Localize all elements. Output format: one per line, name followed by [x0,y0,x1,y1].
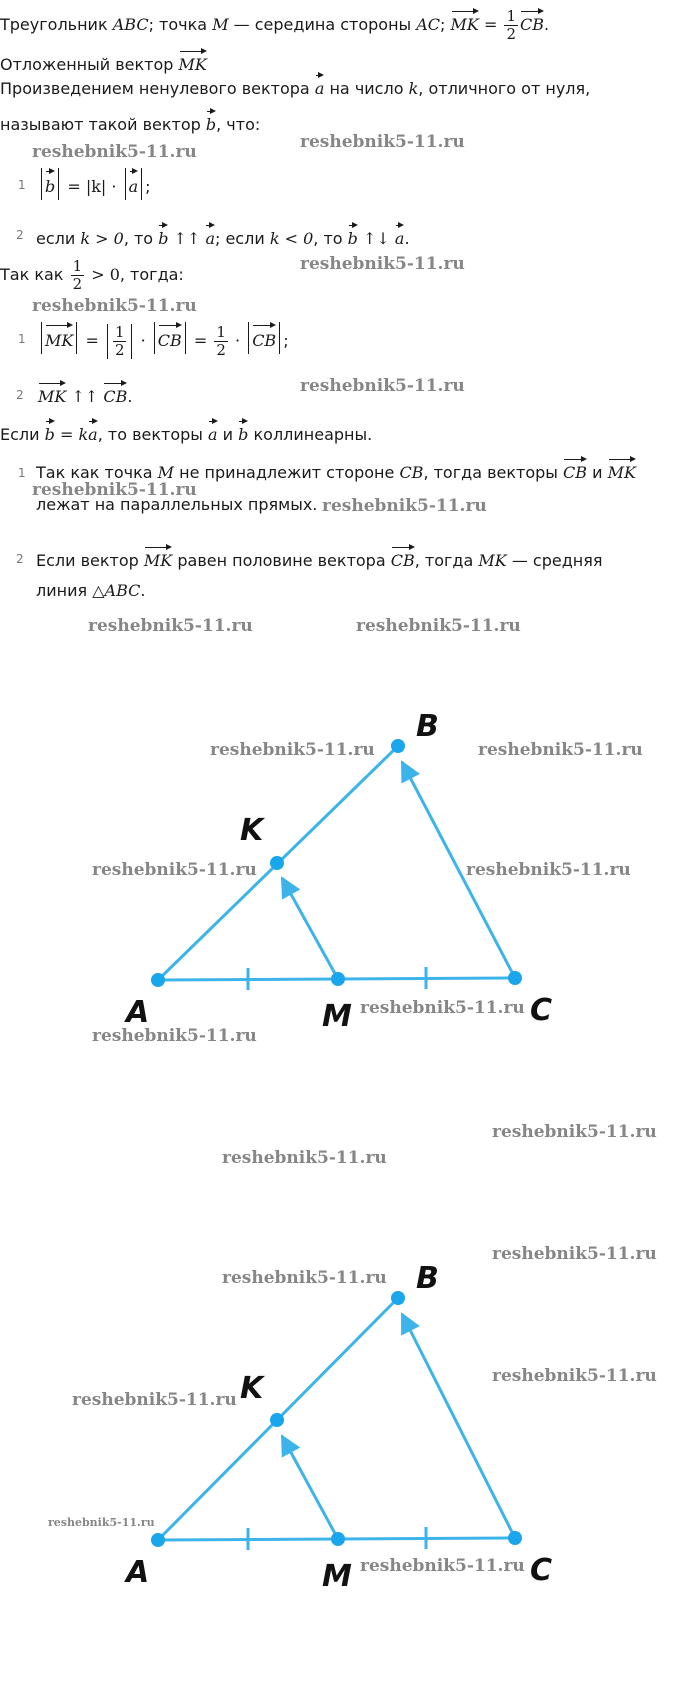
point-a [151,1533,165,1547]
label-a: A [126,995,150,1030]
text: , то векторы [97,425,203,444]
math: = [85,331,99,350]
text: на число [329,79,404,98]
math: ABC [112,15,149,34]
vector: MK [144,544,172,572]
point-m [331,972,345,986]
watermark: reshebnik5-11.ru [360,1556,525,1576]
text: , тогда векторы [423,463,558,482]
vector: a [205,222,215,250]
vector: b [238,418,248,446]
math: ↑↓ [363,229,390,248]
vector: CB [391,544,415,572]
text: линия [36,581,88,600]
coll-item-2 [36,544,602,572]
math: = [483,15,498,34]
text: Так как точка [36,463,153,482]
label-c: C [530,1553,553,1588]
watermark: reshebnik5-11.ru [466,860,631,880]
text: . [140,581,146,600]
text: Если [0,425,40,444]
text: равен половине вектора [177,551,386,570]
point-b [391,1291,405,1305]
math: AC [416,15,441,34]
label-b: B [416,1261,439,1296]
vector: MK [45,322,73,354]
numerator: 1 [72,257,83,275]
math: MK [478,551,507,570]
text: . [127,387,133,406]
list-index: 1 [18,178,26,192]
numerator: 1 [114,323,125,341]
label-m: M [322,1559,352,1594]
watermark: reshebnik5-11.ru [300,376,465,396]
text: ; точка [148,15,208,34]
watermark: reshebnik5-11.ru [72,1390,237,1410]
vector: CB [252,322,276,354]
text: Треугольник [0,15,108,34]
since-item-2 [38,380,132,408]
def-item-1 [38,168,151,200]
text: Произведением ненулевого вектора [0,79,310,98]
denominator: 2 [216,341,226,359]
text: — середина стороны [233,15,412,34]
vector: a [88,418,98,446]
fraction [214,324,228,359]
numerator: 1 [216,323,226,341]
watermark: reshebnik5-11.ru [210,740,375,760]
fraction [113,324,127,359]
vector: b [45,418,55,446]
abs-value [154,322,186,354]
text: и [222,425,234,444]
definition-line-2 [0,108,260,136]
list-index: 2 [16,228,24,242]
text: не принадлежит стороне [179,463,395,482]
text: . [544,15,550,34]
denominator: 2 [72,275,83,293]
vector-mk [282,1436,338,1539]
point-k [270,856,284,870]
text: ; [145,177,151,196]
watermark: reshebnik5-11.ru [356,616,521,636]
watermark: reshebnik5-11.ru [222,1268,387,1288]
math: k [408,79,419,98]
watermark: reshebnik5-11.ru [300,254,465,274]
definition-line-1 [0,72,590,100]
watermark: reshebnik5-11.ru [478,740,643,760]
math: △ABC [92,581,141,600]
math: ↑↑ [71,387,99,406]
vector: a [315,72,325,100]
text: Если вектор [36,551,139,570]
watermark: reshebnik5-11.ru [492,1366,657,1386]
abs-value [125,168,143,200]
laid-off-line [0,48,207,74]
fraction [504,8,518,43]
abs-value [41,168,59,200]
watermark: reshebnik5-11.ru [88,616,253,636]
watermark: reshebnik5-11.ru [492,1122,657,1142]
vector: b [45,168,55,200]
since-item-1 [38,322,289,359]
text: Отложенный вектор [0,55,174,74]
vector: b [206,108,216,136]
text: коллинеарны. [253,425,373,444]
vector: MK [608,456,636,484]
point-m [331,1532,345,1546]
text: если [36,229,76,248]
denominator: 2 [114,341,125,359]
text: , тогда: [119,265,184,284]
watermark: reshebnik5-11.ru [360,998,525,1018]
coll-item-2-cont [36,580,145,602]
vector: CB [103,380,127,408]
point-c [508,971,522,985]
text: Так как [0,265,64,284]
def-item-2 [36,222,410,250]
vector: b [348,222,358,250]
math: CB [399,463,424,482]
text: , отличного от нуля, [418,79,591,98]
text: , то [123,229,154,248]
vector: b [158,222,168,250]
vector: MK [38,380,66,408]
triangle-figure-2 [0,1240,680,1600]
vector: CB [563,456,587,484]
watermark: reshebnik5-11.ru [322,496,487,516]
watermark: reshebnik5-11.ru [300,132,465,152]
abs-value [107,324,133,359]
text: и [592,463,603,482]
watermark: reshebnik5-11.ru [92,860,257,880]
text: , тогда [414,551,474,570]
watermark: reshebnik5-11.ru [48,1516,155,1529]
text: ; если [214,229,265,248]
watermark: reshebnik5-11.ru [92,1026,257,1046]
point-c [508,1531,522,1545]
vector: a [129,168,139,200]
watermark: reshebnik5-11.ru [32,296,197,316]
math: = [193,331,208,350]
fraction [71,258,85,293]
watermark: reshebnik5-11.ru [222,1148,387,1168]
vector: CB [158,322,182,354]
vector: a [208,418,218,446]
watermark: reshebnik5-11.ru [32,142,197,162]
numerator: 1 [506,7,517,25]
math: k < 0 [269,229,314,248]
math: k > 0 [80,229,124,248]
vector-mk [282,878,338,979]
label-k: K [240,1371,264,1406]
vector: MK [179,48,207,76]
denominator: 2 [506,25,517,43]
point-b [391,739,405,753]
text: ; [440,15,446,34]
vector: CB [520,8,544,36]
watermark: reshebnik5-11.ru [32,480,197,500]
label-a: A [126,1555,150,1590]
list-index: 1 [18,332,26,346]
math: M [212,15,229,34]
list-index: 2 [16,388,24,402]
math: ↑↑ [173,229,201,248]
math: · [235,331,241,350]
list-index: 2 [16,552,24,566]
text: , то [313,229,343,248]
point-a [151,973,165,987]
point-k [270,1413,284,1427]
label-k: K [240,813,264,848]
text: , что: [216,115,261,134]
abs-value [248,322,280,354]
text: . [404,229,410,248]
vector: a [395,222,405,250]
vector: MK [451,8,479,36]
collinear-line [0,418,372,446]
text: лежат на параллельных прямых. [36,495,318,514]
watermark: reshebnik5-11.ru [492,1244,657,1264]
abs-value [41,322,77,354]
label-b: B [416,709,439,744]
label-m: M [322,999,352,1034]
header-line [0,8,549,43]
math: = |k| · [67,177,117,196]
text: — средняя [511,551,603,570]
math: = k [59,425,89,444]
math: > 0 [91,265,120,284]
math: · [140,331,146,350]
list-index: 1 [18,466,26,480]
label-c: C [530,993,553,1028]
vector-cb [402,1314,515,1538]
text: называют такой вектор [0,115,201,134]
text: ; [283,331,289,350]
since-line [0,258,184,293]
math: M [157,463,175,482]
